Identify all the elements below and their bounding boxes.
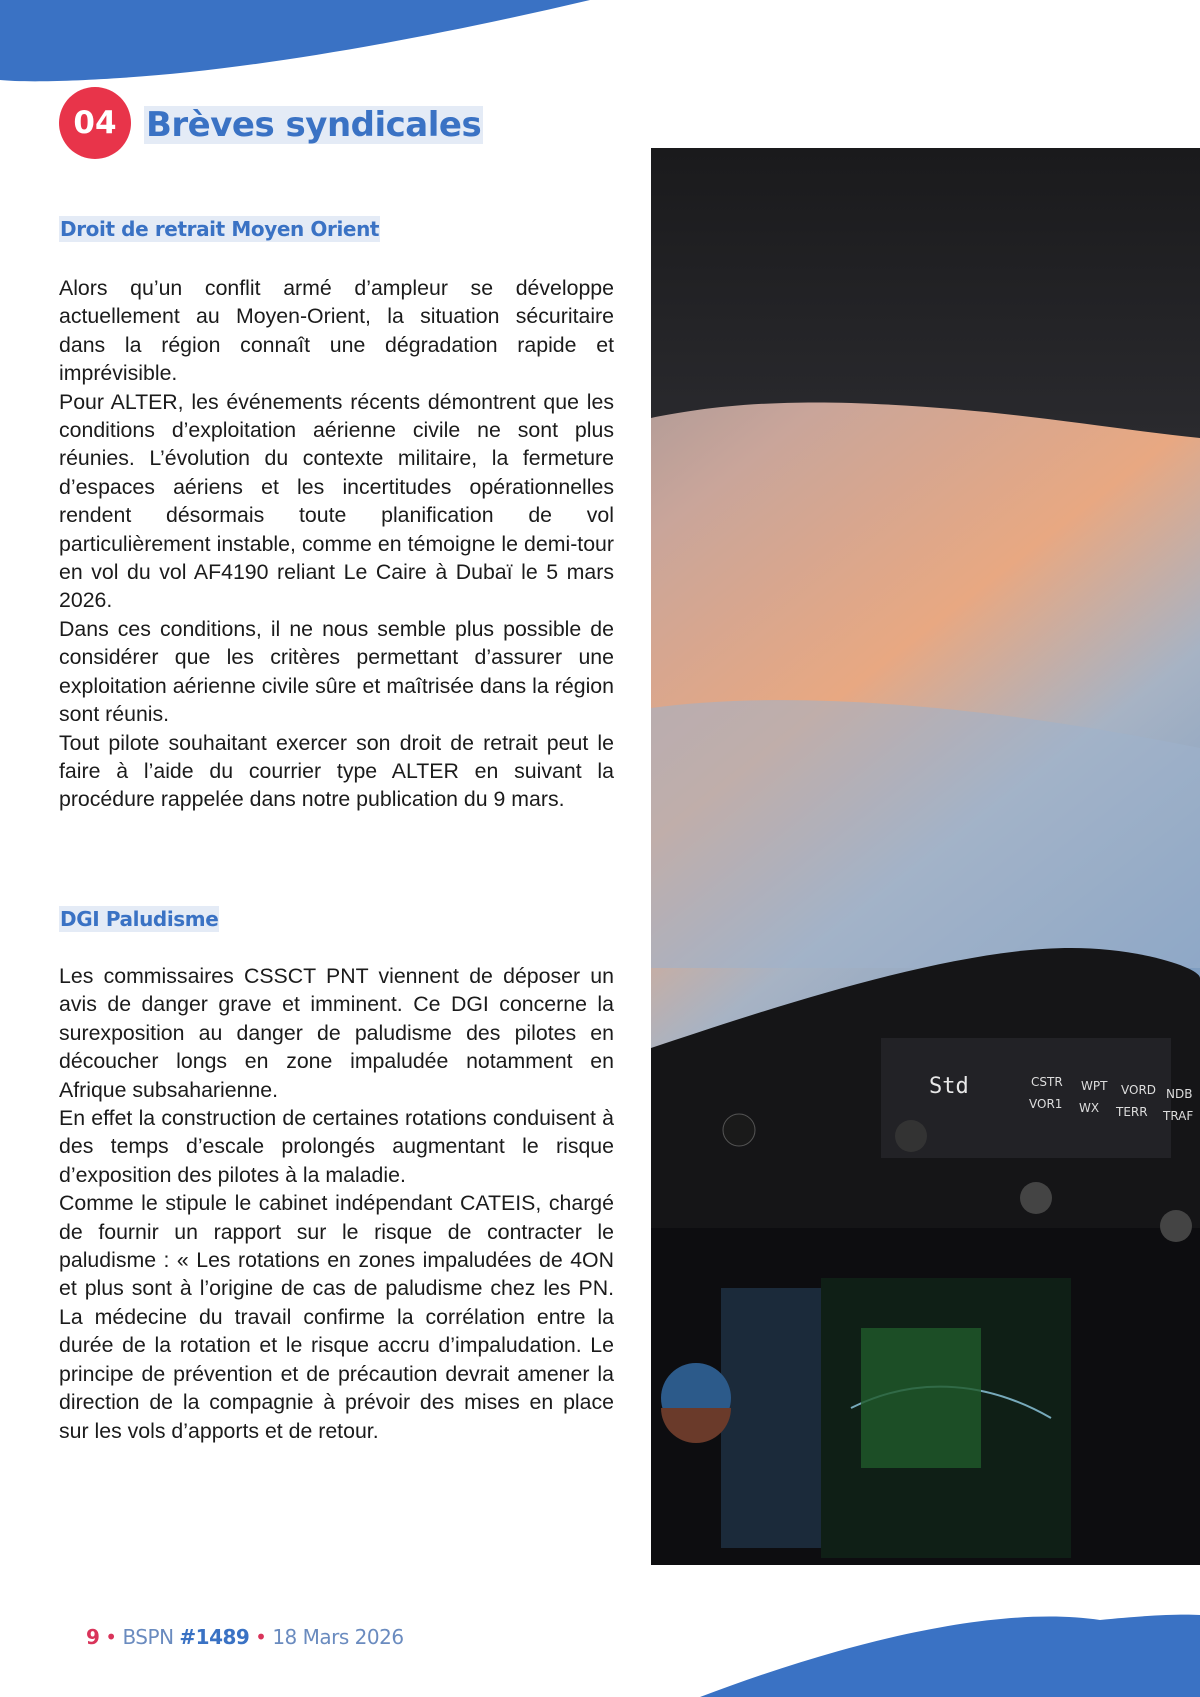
photo-label: TRAF xyxy=(1163,1109,1194,1123)
photo-label: VORD xyxy=(1121,1083,1157,1097)
article-heading-droit-de-retrait: Droit de retrait Moyen Orient xyxy=(60,217,380,241)
article-body-droit-de-retrait xyxy=(59,274,614,814)
photo-label: WX xyxy=(1079,1101,1100,1115)
paragraph: Les commissaires CSSCT PNT viennent de déposer un avis de danger grave et imminent. Ce DGI concerne la surexposition au danger de paludisme des pilotes en découcher longs en zone impaludée notamment en Afrique subsaharienne. xyxy=(59,964,614,1102)
page-title: Brèves syndicales xyxy=(146,105,482,145)
paragraph: Dans ces conditions, il ne nous semble plus possible de considérer que les critères permettant d’assurer une exploitation aérienne civile sûre et maîtrisée dans la région sont réunis. xyxy=(59,616,614,727)
publication-name: BSPN xyxy=(122,1625,174,1649)
paragraph: Tout pilote souhaitant exercer son droit de retrait peut le faire à l’aide du courrier type ALTER en suivant la procédure rappelée dans notre publication du 9 mars. xyxy=(59,730,614,812)
paragraph: Comme le stipule le cabinet indépendant CATEIS, chargé de fournir un rapport sur le risque de contracter le paludisme : « Les rotations en zones impaludées de 4ON et plus sont à l’origine de cas de paludisme chez les PN. La médecine du travail confirme la corrélation entre la durée de la rotation et le risque accru d’impaludation. Le principe de prévention et de précaution devrait amener la direction de la compagnie à prévoir des mises en place sur les vols d’apports et de retour. xyxy=(59,1191,614,1443)
article-body-dgi-paludisme xyxy=(59,962,614,1445)
photo-label: WPT xyxy=(1081,1079,1108,1093)
page-footer xyxy=(86,1625,404,1649)
article-heading-dgi-paludisme: DGI Paludisme xyxy=(60,907,219,931)
page-number: 9 xyxy=(86,1625,100,1649)
paragraph: En effet la construction de certaines rotations conduisent à des temps d’escale prolongés augmentant le risque d’exposition des pilotes à la maladie. xyxy=(59,1106,614,1187)
photo-label: Std xyxy=(929,1074,969,1099)
cockpit-photo xyxy=(651,148,1200,1565)
photo-label: TERR xyxy=(1116,1105,1148,1119)
separator: • xyxy=(105,1625,117,1649)
paragraph: Pour ALTER, les événements récents démontrent que les conditions d’exploitation aérienne civile ne sont plus réunies. L’évolution du contexte militaire, la fermeture d’espaces aériens et les incertitudes opérationnelles rendent désormais toute planification de vol particulièrement instable, comme en témoigne le demi-tour en vol du vol AF4190 reliant Le Caire à Dubaï le 5 mars 2026. xyxy=(59,389,614,613)
photo-label: CSTR xyxy=(1031,1075,1063,1089)
section-number-badge: 04 xyxy=(59,87,131,159)
publication-date: 18 Mars 2026 xyxy=(272,1625,404,1649)
paragraph: Alors qu’un conflit armé d’ampleur se développe actuellement au Moyen-Orient, la situation sécuritaire dans la région connaît une dégradation rapide et imprévisible. xyxy=(59,276,614,386)
photo-label: NDB xyxy=(1166,1087,1193,1101)
separator: • xyxy=(255,1625,267,1649)
photo-label: VOR1 xyxy=(1029,1097,1063,1111)
issue-number: #1489 xyxy=(179,1625,250,1649)
